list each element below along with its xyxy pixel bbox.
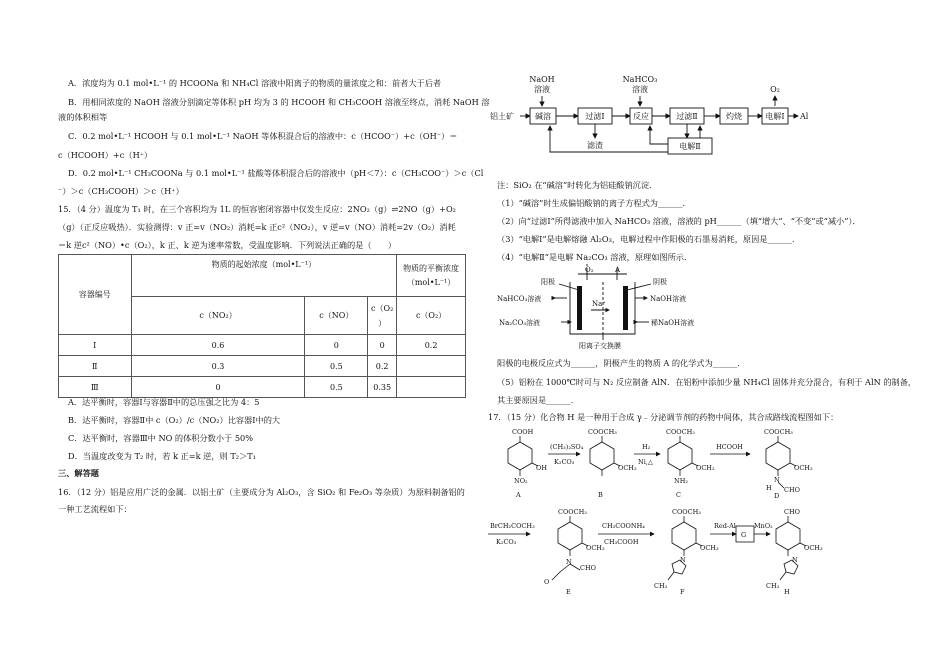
q14-option-d-cont: ⁻）＞c（CH₃COOH）＞c（H⁺） [58,186,184,196]
svg-text:OCH₃: OCH₃ [586,544,605,552]
label-c: C [676,491,681,499]
o2-label: O₂ [770,85,780,94]
svg-text:Red-Al: Red-Al [714,522,736,530]
section-title: 三、解答题 [58,468,99,478]
svg-text:CH₃: CH₃ [654,582,668,590]
q16-stem-cont: 一种工艺流程如下： [58,504,132,514]
q14-option-c-cont: c（HCOOH）+c（H⁺） [58,150,153,160]
th-c-no: c（NO） [305,297,368,335]
q17-stem: 17．（15 分）化合物 H 是一种用于合成 γ﹣分泌调节剂的药物中间体，其合成路线流程图如下： [488,412,839,422]
box-electrolysis-1: 电解Ⅰ [765,112,785,121]
q15-option-b: B．达平衡时，容器Ⅱ中 c（O₂）/c（NO₂）比容器Ⅰ中的大 [68,415,281,425]
svg-text:COOCH₃: COOCH₃ [558,508,587,516]
th-container: 容器编号 [59,255,132,335]
th-start-conc: 物质的起始浓度（mol•L⁻¹） [131,255,397,297]
svg-text:COOCH₃: COOCH₃ [588,428,617,436]
q14-option-b-cont: 液的体积相等 [58,112,108,122]
left-top-solution: NaHCO₃溶液 [497,295,542,303]
label-h: H [784,588,790,596]
q15-stem-2: （g）（正反应吸热）．实验测得：v 正=v（NO₂）消耗=k 正c²（NO₂），v 逆=v（NO）消耗=2v（O₂）消耗 [58,222,456,232]
q14-option-d: D．0.2 mol•L⁻¹ CH₃COONa 与 0.1 mol•L⁻¹ 盐酸等体积混合后的溶液中（pH＜7）：c（CH₃COO⁻）＞c（Cl [68,168,484,178]
svg-text:COOCH₃: COOCH₃ [672,508,701,516]
q15-stem-3: ＝k 逆c²（NO）•c（O₂），k 正、k 逆为速率常数，受温度影响．下列说法正确的是（ ） [58,240,397,250]
svg-text:BrCH₂COCH₃: BrCH₂COCH₃ [490,522,535,530]
box-calcine: 灼烧 [726,112,742,121]
electrolysis-cell-diagram [495,264,735,354]
q16-3: （3）“电解Ⅰ”是电解熔融 Al₂O₃，电解过程中作阳极的石墨易消耗，原因是______． [497,234,801,244]
svg-text:OCH₃: OCH₃ [618,464,637,472]
svg-text:MnO₂: MnO₂ [754,522,773,530]
q15-option-d: D．当温度改变为 T₂ 时，若 k 正=k 逆，则 T₂＞T₁ [68,451,257,461]
th-c-o2: c（O₂ ） [368,297,397,335]
q15-option-a: A．达平衡时，容器Ⅰ与容器Ⅱ中的总压强之比为 4：5 [68,397,260,407]
th-eq-conc: 物质的平衡浓度 （mol•L⁻¹） [397,255,466,297]
svg-text:OCH₃: OCH₃ [794,464,813,472]
svg-text:COOH: COOH [512,428,534,436]
box-filter-1: 过滤Ⅰ [585,112,605,121]
svg-text:溶液: 溶液 [534,85,550,94]
svg-text:N: N [774,476,780,484]
cell-a-label: A [615,266,621,274]
svg-text:OCH₃: OCH₃ [700,544,719,552]
box-electrolysis-2: 电解Ⅱ [679,142,701,151]
al-process-flow-diagram [490,68,830,183]
svg-text:OCH₃: OCH₃ [804,544,823,552]
synthesis-route-diagram [488,424,848,599]
svg-text:CHO: CHO [784,508,800,516]
svg-text:CH₃COOH: CH₃COOH [604,538,639,546]
compound-g-box: G [741,531,747,539]
svg-text:H₂: H₂ [642,443,651,451]
q14-option-a: A．浓度均为 0.1 mol•L⁻¹ 的 HCOONa 和 NH₄Cl 溶液中阳离子的物质的量浓度之和：前者大于后者 [68,78,442,88]
svg-text:CH₃COONH₄: CH₃COONH₄ [602,522,645,530]
q14-option-b: B．用相同浓度的 NaOH 溶液分别滴定等体积 pH 均为 3 的 HCOOH 和 CH₃COOH 溶液至终点，消耗 NaOH 溶 [68,97,490,107]
svg-text:H: H [766,484,772,492]
svg-text:K₂CO₃: K₂CO₃ [554,458,575,466]
flow-note: 注：SiO₂ 在“碱溶”时转化为铝硅酸钠沉淀. [497,180,652,190]
q16-stem: 16．（12 分）铝是应用广泛的金属．以铝土矿（主要成分为 Al₂O₃，含 SiO₂ 和 Fe₂O₃ 等杂质）为原料制备铝的 [58,487,465,497]
label-d: D [774,492,780,500]
anode-label: 阳极 [541,278,555,286]
q15-option-c: C．达平衡时，容器Ⅲ中 NO 的体积分数小于 50% [68,433,254,443]
residue-label: 滤渣 [587,141,603,150]
box-filter-2: 过滤Ⅱ [676,112,698,121]
label-f: F [680,588,685,596]
label-a: A [516,491,521,499]
svg-text:NO₂: NO₂ [514,477,528,485]
svg-text:COOCH₃: COOCH₃ [666,428,695,436]
svg-text:COOCH₃: COOCH₃ [764,428,793,436]
box-reaction: 反应 [633,112,649,121]
table-row: Ⅲ 0 0.5 0.35 [59,377,466,398]
membrane-label: 阳离子交换膜 [579,342,621,350]
q15-stem-1: 15．（4 分）温度为 T₁ 时，在三个容积均为 1L 的恒容密闭容器中仅发生反应：2NO₂（g）⇌2NO（g）+O₂ [58,204,456,214]
th-c-o2-eq: c（O₂） [397,297,466,335]
q16-5: （5）铝粉在 1000℃时可与 N₂ 反应制备 AlN．在铝粉中添加少量 NH₄Cl 固体并充分混合，有利于 AlN 的制备， [497,377,917,387]
ore-label: 铝土矿 [490,112,514,121]
svg-text:Ni,△: Ni,△ [638,458,653,466]
label-b: B [598,491,603,499]
svg-text:CHO: CHO [784,486,800,494]
svg-text:OH: OH [536,464,547,472]
q14-option-c: C．0.2 mol•L⁻¹ HCOOH 与 0.1 mol•L⁻¹ NaOH 等体积混合后的溶液中：c（HCOO⁻）+c（OH⁻）＝ [68,131,458,141]
svg-text:CHO: CHO [580,564,596,572]
box-alkali-dissolve: 碱溶 [535,112,551,121]
svg-text:(CH₃)₂SO₄: (CH₃)₂SO₄ [550,443,584,451]
right-bottom-solution: 稀NaOH溶液 [651,319,695,327]
naoh-label: NaOH [529,75,555,84]
table-row: Ⅱ 0.3 0.5 0.2 [59,356,466,377]
svg-text:N: N [680,556,686,564]
label-e: E [566,588,571,596]
q15-table [58,254,466,398]
svg-text:N: N [792,556,798,564]
svg-text:CH₃: CH₃ [766,582,780,590]
nahco3-label: NaHCO₃ [622,75,658,84]
q16-5-cont: 其主要原因是______． [497,395,579,405]
q16-1: （1）“碱溶”时生成偏铝酸钠的离子方程式为______． [497,198,691,208]
left-bottom-solution: Na₂CO₃溶液 [499,319,541,327]
svg-text:NH₂: NH₂ [674,477,688,485]
na-ion-label: Na⁺ [592,300,606,308]
cell-o2-label: O₂ [585,266,594,274]
svg-text:O: O [544,578,550,586]
th-c-no2: c（NO₂） [131,297,305,335]
svg-text:N: N [566,558,572,566]
q16-4: （4）“电解Ⅱ”是电解 Na₂CO₃ 溶液，原理如图所示． [497,252,693,262]
right-top-solution: NaOH溶液 [650,295,687,303]
svg-text:K₂CO₃: K₂CO₃ [496,538,517,546]
svg-text:溶液: 溶液 [632,85,648,94]
svg-text:HCOOH: HCOOH [716,443,743,451]
cathode-label: 阴极 [653,278,667,286]
al-label: Al [800,112,809,121]
q16-2: （2）向“过滤Ⅰ”所得滤液中加入 NaHCO₃ 溶液，溶液的 pH______（填“增大”、“不变”或“减小”）． [497,216,861,226]
svg-text:OCH₃: OCH₃ [696,464,715,472]
q16-4b: 阳极的电极反应式为______，阴极产生的物质 A 的化学式为______． [497,358,746,368]
table-row: Ⅰ 0.6 0 0 0.2 [59,335,466,356]
